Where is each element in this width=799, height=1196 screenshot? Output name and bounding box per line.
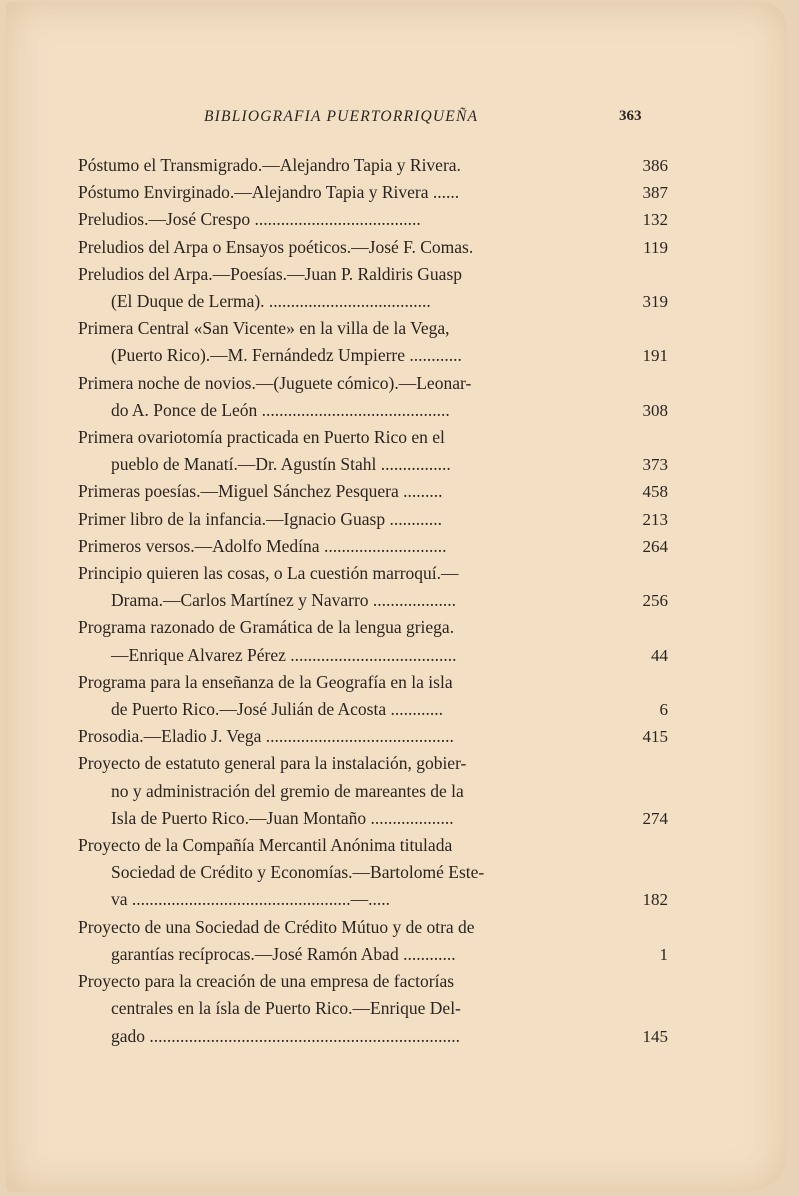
entry-page-number: 319 (642, 292, 668, 312)
entry-line: Proyecto de la Compañía Mercantil Anónima titulada (78, 835, 453, 856)
entry-page-number: 119 (643, 237, 668, 257)
entry-page-number: 213 (642, 509, 668, 529)
entry-line: de Puerto Rico.—José Julián de Acosta ............ (111, 699, 443, 720)
entry-line: garantías recíprocas.—José Ramón Abad ............ (111, 943, 456, 964)
index-entry (78, 152, 674, 179)
entry-page-number: 145 (642, 1026, 668, 1046)
entry-line: Drama.—Carlos Martínez y Navarro ................... (111, 590, 457, 611)
index-entry (78, 206, 674, 233)
entry-line: Póstumo Envirginado.—Alejandro Tapia y Rivera ...... (78, 182, 460, 203)
entry-line: Programa razonado de Gramática de la lengua griega. (78, 617, 455, 638)
entry-line: Proyecto de estatuto general para la instalación, gobier- (78, 753, 467, 774)
entry-page-number: 256 (642, 591, 668, 611)
entry-line: Proyecto para la creación de una empresa de factorías (78, 971, 455, 992)
index-entry (78, 478, 674, 505)
entry-page-number: 387 (642, 183, 668, 203)
entry-page-number: 132 (642, 210, 668, 230)
entry-line: Primeros versos.—Adolfo Medína ............................ (78, 535, 447, 556)
entry-page-number: 386 (642, 156, 668, 175)
entry-line: gado ....................................................................... (111, 1025, 461, 1046)
index-entry (78, 261, 674, 315)
page-header (6, 108, 787, 132)
entry-page-number: 182 (642, 890, 668, 910)
entry-line: Primera noche de novios.—(Juguete cómico).—Leonar- (78, 372, 472, 393)
entry-page-number: 44 (651, 645, 668, 665)
entry-line: no y administración del gremio de mareantes de la (111, 780, 464, 801)
entry-line: va ..................................................—..... (111, 889, 391, 910)
entry-line: Primera Central «San Vicente» en la villa de la Vega, (78, 318, 450, 339)
entry-line: Proyecto de una Sociedad de Crédito Mútuo y de otra de (78, 916, 475, 937)
entry-page-number: 458 (642, 482, 668, 502)
entry-line: Preludios del Arpa o Ensayos poéticos.—José F. Comas. (78, 236, 474, 257)
index-entry (78, 560, 674, 614)
entry-page-number: 415 (642, 727, 668, 747)
index-entry (78, 370, 674, 424)
entry-line: centrales en la ísla de Puerto Rico.—Enrique Del- (111, 998, 461, 1019)
entry-page-number: 308 (642, 400, 668, 420)
entry-line: (El Duque de Lerma). ..................................... (111, 291, 431, 312)
entry-line: Primeras poesías.—Miguel Sánchez Pesquera ......... (78, 481, 443, 502)
entry-line: Preludios.—José Crespo ...................................... (78, 209, 421, 230)
index-entry (78, 750, 674, 832)
entry-line: Principio quieren las cosas, o La cuestión marroquí.— (78, 563, 459, 584)
entry-page-number: 373 (642, 455, 668, 475)
entry-line: Prosodia.—Eladio J. Vega ........................................... (78, 726, 454, 747)
entry-line: (Puerto Rico).—M. Fernándedz Umpierre ............ (111, 345, 462, 366)
index-entries (78, 152, 674, 1050)
entry-line: do A. Ponce de León ........................................... (111, 399, 450, 420)
index-entry (78, 669, 674, 723)
entry-line: Preludios del Arpa.—Poesías.—Juan P. Raldiris Guasp (78, 263, 463, 284)
entry-page-number: 6 (659, 700, 668, 720)
book-page (6, 2, 787, 1192)
entry-page-number: 264 (642, 536, 668, 556)
entry-line: —Enrique Alvarez Pérez ...................................... (111, 644, 457, 665)
index-entry (78, 424, 674, 478)
entry-line: Póstumo el Transmigrado.—Alejandro Tapia y Rivera. (78, 155, 461, 175)
running-title: BIBLIOGRAFIA PUERTORRIQUEÑA (204, 108, 479, 125)
entry-page-number: 1 (659, 944, 668, 964)
index-entry (78, 533, 674, 560)
index-entry (78, 315, 674, 369)
index-entry (78, 614, 674, 668)
index-entry (78, 832, 674, 914)
index-entry (78, 234, 674, 261)
entry-line: Primer libro de la infancia.—Ignacio Guasp ............ (78, 508, 442, 529)
entry-line: Isla de Puerto Rico.—Juan Montaño ................... (111, 807, 454, 828)
index-entry (78, 914, 674, 968)
entry-line: Programa para la enseñanza de la Geografía en la isla (78, 671, 453, 692)
entry-page-number: 191 (642, 346, 668, 366)
index-entry (78, 179, 674, 206)
entry-page-number: 274 (642, 808, 668, 828)
entry-line: pueblo de Manatí.—Dr. Agustín Stahl ................ (111, 454, 451, 475)
index-entry (78, 506, 674, 533)
entry-line: Primera ovariotomía practicada en Puerto Rico en el (78, 427, 445, 448)
entry-line: Sociedad de Crédito y Economías.—Bartolomé Este- (111, 862, 485, 883)
index-entry (78, 968, 674, 1050)
index-entry (78, 723, 674, 750)
page-number: 363 (619, 108, 642, 124)
